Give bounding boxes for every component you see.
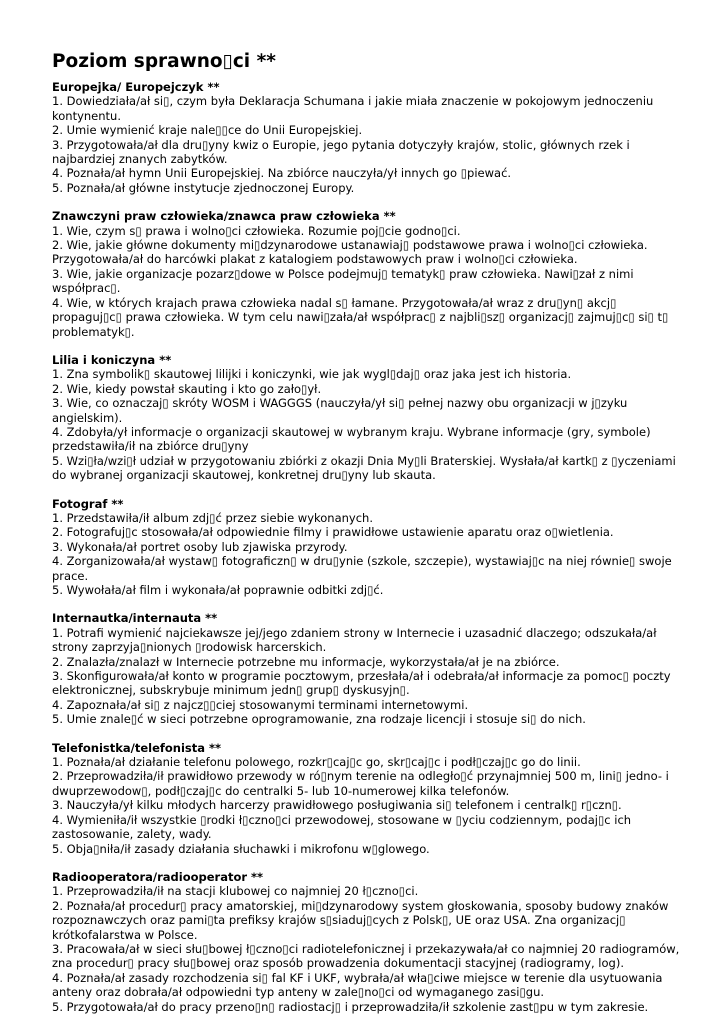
requirement-item: 3. Skonfigurowała/ał konto w programie pocztowym, przesłała/ał i odebrała/ał informacje za pomoc▯ poczty elektronicznej, subskrybuje minimum jedn▯ grup▯ dyskusyjn▯. bbox=[52, 669, 671, 698]
requirement-item: 2. Poznała/ał procedur▯ pracy amatorskiej, mi▯dzynarodowy system głoskowania, sposoby budowy znaków rozpoznawczych oraz pami▯ta prefiksy krajów s▯siaduj▯cych z Polsk▯, UE oraz USA. Zna organizacj▯ krótkofalarstwa w Polsce. bbox=[52, 898, 669, 942]
requirement-list bbox=[52, 884, 685, 1014]
requirement-item: 4. Zorganizowała/ał wystaw▯ fotograficzn▯ w dru▯ynie (szkole, szczepie), wystawiaj▯c na niej równie▯ swoje prace. bbox=[52, 554, 672, 583]
requirement-item: 1. Dowiedziała/ał si▯, czym była Deklaracja Schumana i jakie miała znaczenie w pokojowym jednoczeniu kontynentu. bbox=[52, 94, 654, 123]
requirement-item: 5. Obja▯niła/ił zasady działania słuchawki i mikrofonu w▯glowego. bbox=[52, 841, 430, 856]
requirement-item: 5. Umie znale▯ć w sieci potrzebne oprogramowanie, zna rodzaje licencji i stosuje si▯ do nich. bbox=[52, 712, 586, 727]
requirement-item: 4. Wymieniła/ił wszystkie ▯rodki ł▯czno▯ci przewodowej, stosowane w ▯yciu codziennym, podaj▯c ich zastosowanie, zalety, wady. bbox=[52, 812, 632, 842]
requirement-item: 3. Wie, jakie organizacje pozarz▯dowe w Polsce podejmuj▯ tematyk▯ praw człowieka. Nawi▯zał z nimi współprac▯. bbox=[52, 266, 634, 296]
section-heading: Znawczyni praw człowieka/znawca praw człowieka ** bbox=[52, 209, 396, 224]
section-heading: Europejka/ Europejczyk ** bbox=[52, 80, 220, 94]
requirement-item: 5. Przygotowała/ał do pracy przeno▯n▯ radiostacj▯ i przeprowadziła/ił szkolenie zast▯pu w tym zakresie. bbox=[52, 999, 649, 1014]
requirement-item: 2. Wie, jakie główne dokumenty mi▯dzynarodowe ustanawiaj▯ podstawowe prawa i wolno▯ci człowieka. Przygotowała/ał do harcówki plakat z katalogiem podstawowych praw i wolno▯ci człowieka. bbox=[52, 238, 648, 267]
page-title: Poziom sprawno▯ci ** bbox=[52, 51, 276, 72]
requirement-item: 4. Zapoznała/ał si▯ z najcz▯▯ciej stosowanymi terminami internetowymi. bbox=[52, 697, 469, 712]
requirement-item: 2. Przeprowadziła/ił prawidłowo przewody w ró▯nym terenie na odległo▯ć przynajmniej 500 m, lini▯ jedno- i dwuprzewodow▯, podł▯czaj▯c do centralki 5- lub 10-numerowej kilka telefonów. bbox=[52, 769, 669, 798]
requirement-item: 2. Znalazła/znalazł w Internecie potrzebne mu informacje, wykorzystała/ał je na zbiórce. bbox=[52, 654, 560, 669]
requirement-item: 4. Poznała/ał zasady rozchodzenia si▯ fal KF i UKF, wybrała/ał wła▯ciwe miejsce w terenie dla usytuowania anteny oraz dobrała/ał odpowiedni typ anteny w zale▯no▯ci od wymaganego zasi▯gu. bbox=[52, 970, 663, 1000]
requirement-list bbox=[52, 511, 685, 597]
requirement-item: 1. Wie, czym s▯ prawa i wolno▯ci człowieka. Rozumie poj▯cie godno▯ci. bbox=[52, 223, 461, 238]
requirement-item: 1. Potrafi wymienić najciekawsze jej/jego zdaniem strony w Internecie i uzasadnić dlaczego; odszukała/ał strony zaprzyja▯nionych ▯rodowisk harcerskich. bbox=[52, 625, 657, 655]
requirement-item: 1. Poznała/ał działanie telefonu polowego, rozkr▯caj▯c go, skr▯caj▯c i podł▯czaj▯c go do linii. bbox=[52, 755, 581, 770]
section-heading: Telefonistka/telefonista ** bbox=[52, 740, 222, 755]
requirement-item: 5. Wzi▯ła/wzi▯ł udział w przygotowaniu zbiórki z okazji Dnia My▯li Braterskiej. Wysłała/ał kartk▯ z ▯yczeniami do wybranej organizacji skautowej, konkretnej dru▯yny lub skauta. bbox=[52, 453, 676, 483]
requirement-item: 3. Wie, co oznaczaj▯ skróty WOSM i WAGGGS (nauczyła/ył si▯ pełnej nazwy obu organizacji w j▯zyku angielskim). bbox=[52, 396, 628, 425]
requirement-list bbox=[52, 94, 685, 195]
requirement-item: 4. Wie, w których krajach prawa człowieka nadal s▯ łamane. Przygotowała/ał wraz z dru▯yn▯ akcj▯ propaguj▯c▯ prawa człowieka. W tym celu nawi▯zała/ał współprac▯ z najbli▯sz▯ organizacj▯ zajmuj▯c▯ si▯ t▯ problematyk▯. bbox=[52, 295, 669, 339]
requirement-item: 2. Fotografuj▯c stosowała/ał odpowiednie filmy i prawidłowe ustawienie aparatu oraz o▯wietlenia. bbox=[52, 525, 614, 540]
requirement-item: 4. Zdobyła/ył informacje o organizacji skautowej w wybranym kraju. Wybrane informacje (gry, symbole) przedstawiła/ił na zbiórce dru▯yny bbox=[52, 424, 651, 454]
requirement-item: 3. Pracowała/ał w sieci słu▯bowej ł▯czno▯ci radiotelefonicznej i przekazywała/ał co najmniej 20 radiogramów, zna procedur▯ pracy słu▯bowej oraz sposób prowadzenia dokumentacji stacyjnej (radiogramy, log). bbox=[52, 941, 680, 971]
requirement-item: 2. Wie, kiedy powstał skauting i kto go zało▯ył. bbox=[52, 381, 322, 396]
requirement-list bbox=[52, 367, 685, 482]
requirement-item: 3. Przygotowała/ał dla dru▯yny kwiz o Europie, jego pytania dotyczyły krajów, stolic, głównych rzek i najbardziej znanych zabytków. bbox=[52, 137, 630, 167]
requirement-item: 2. Umie wymienić kraje nale▯▯ce do Unii Europejskiej. bbox=[52, 123, 363, 138]
requirement-item: 3. Nauczyła/ył kilku młodych harcerzy prawidłowego posługiwania si▯ telefonem i centralk▯ r▯czn▯. bbox=[52, 798, 622, 813]
section-telefonista bbox=[52, 741, 685, 856]
requirement-item: 5. Poznała/ał główne instytucje zjednoczonej Europy. bbox=[52, 180, 355, 195]
requirement-item: 1. Przeprowadziła/ił na stacji klubowej co najmniej 20 ł▯czno▯ci. bbox=[52, 884, 419, 899]
section-europejka bbox=[52, 80, 685, 195]
requirement-item: 4. Poznała/ał hymn Unii Europejskiej. Na zbiórce nauczyła/ył innych go ▯piewać. bbox=[52, 166, 512, 181]
section-heading: Fotograf ** bbox=[52, 496, 124, 511]
requirement-list bbox=[52, 224, 685, 339]
requirement-item: 5. Wywołała/ał film i wykonała/ał poprawnie odbitki zdj▯ć. bbox=[52, 583, 384, 597]
requirement-list bbox=[52, 755, 685, 856]
section-znawca-praw-czlowieka bbox=[52, 209, 685, 339]
requirement-item: 1. Przedstawiła/ił album zdj▯ć przez siebie wykonanych. bbox=[52, 510, 373, 525]
requirement-list bbox=[52, 626, 685, 727]
section-fotograf bbox=[52, 497, 685, 598]
section-heading: Lilia i koniczyna ** bbox=[52, 352, 172, 367]
section-internauta bbox=[52, 611, 685, 726]
requirement-item: 1. Zna symbolik▯ skautowej lilijki i koniczynki, wie jak wygl▯daj▯ oraz jaka jest ich historia. bbox=[52, 367, 572, 382]
section-lilia-i-koniczyna bbox=[52, 353, 685, 483]
section-heading: Radiooperatora/radiooperator ** bbox=[52, 869, 264, 884]
requirement-item: 3. Wykonała/ał portret osoby lub zjawiska przyrody. bbox=[52, 539, 348, 554]
section-heading: Internautka/internauta ** bbox=[52, 611, 218, 626]
section-radiooperator bbox=[52, 870, 685, 1014]
